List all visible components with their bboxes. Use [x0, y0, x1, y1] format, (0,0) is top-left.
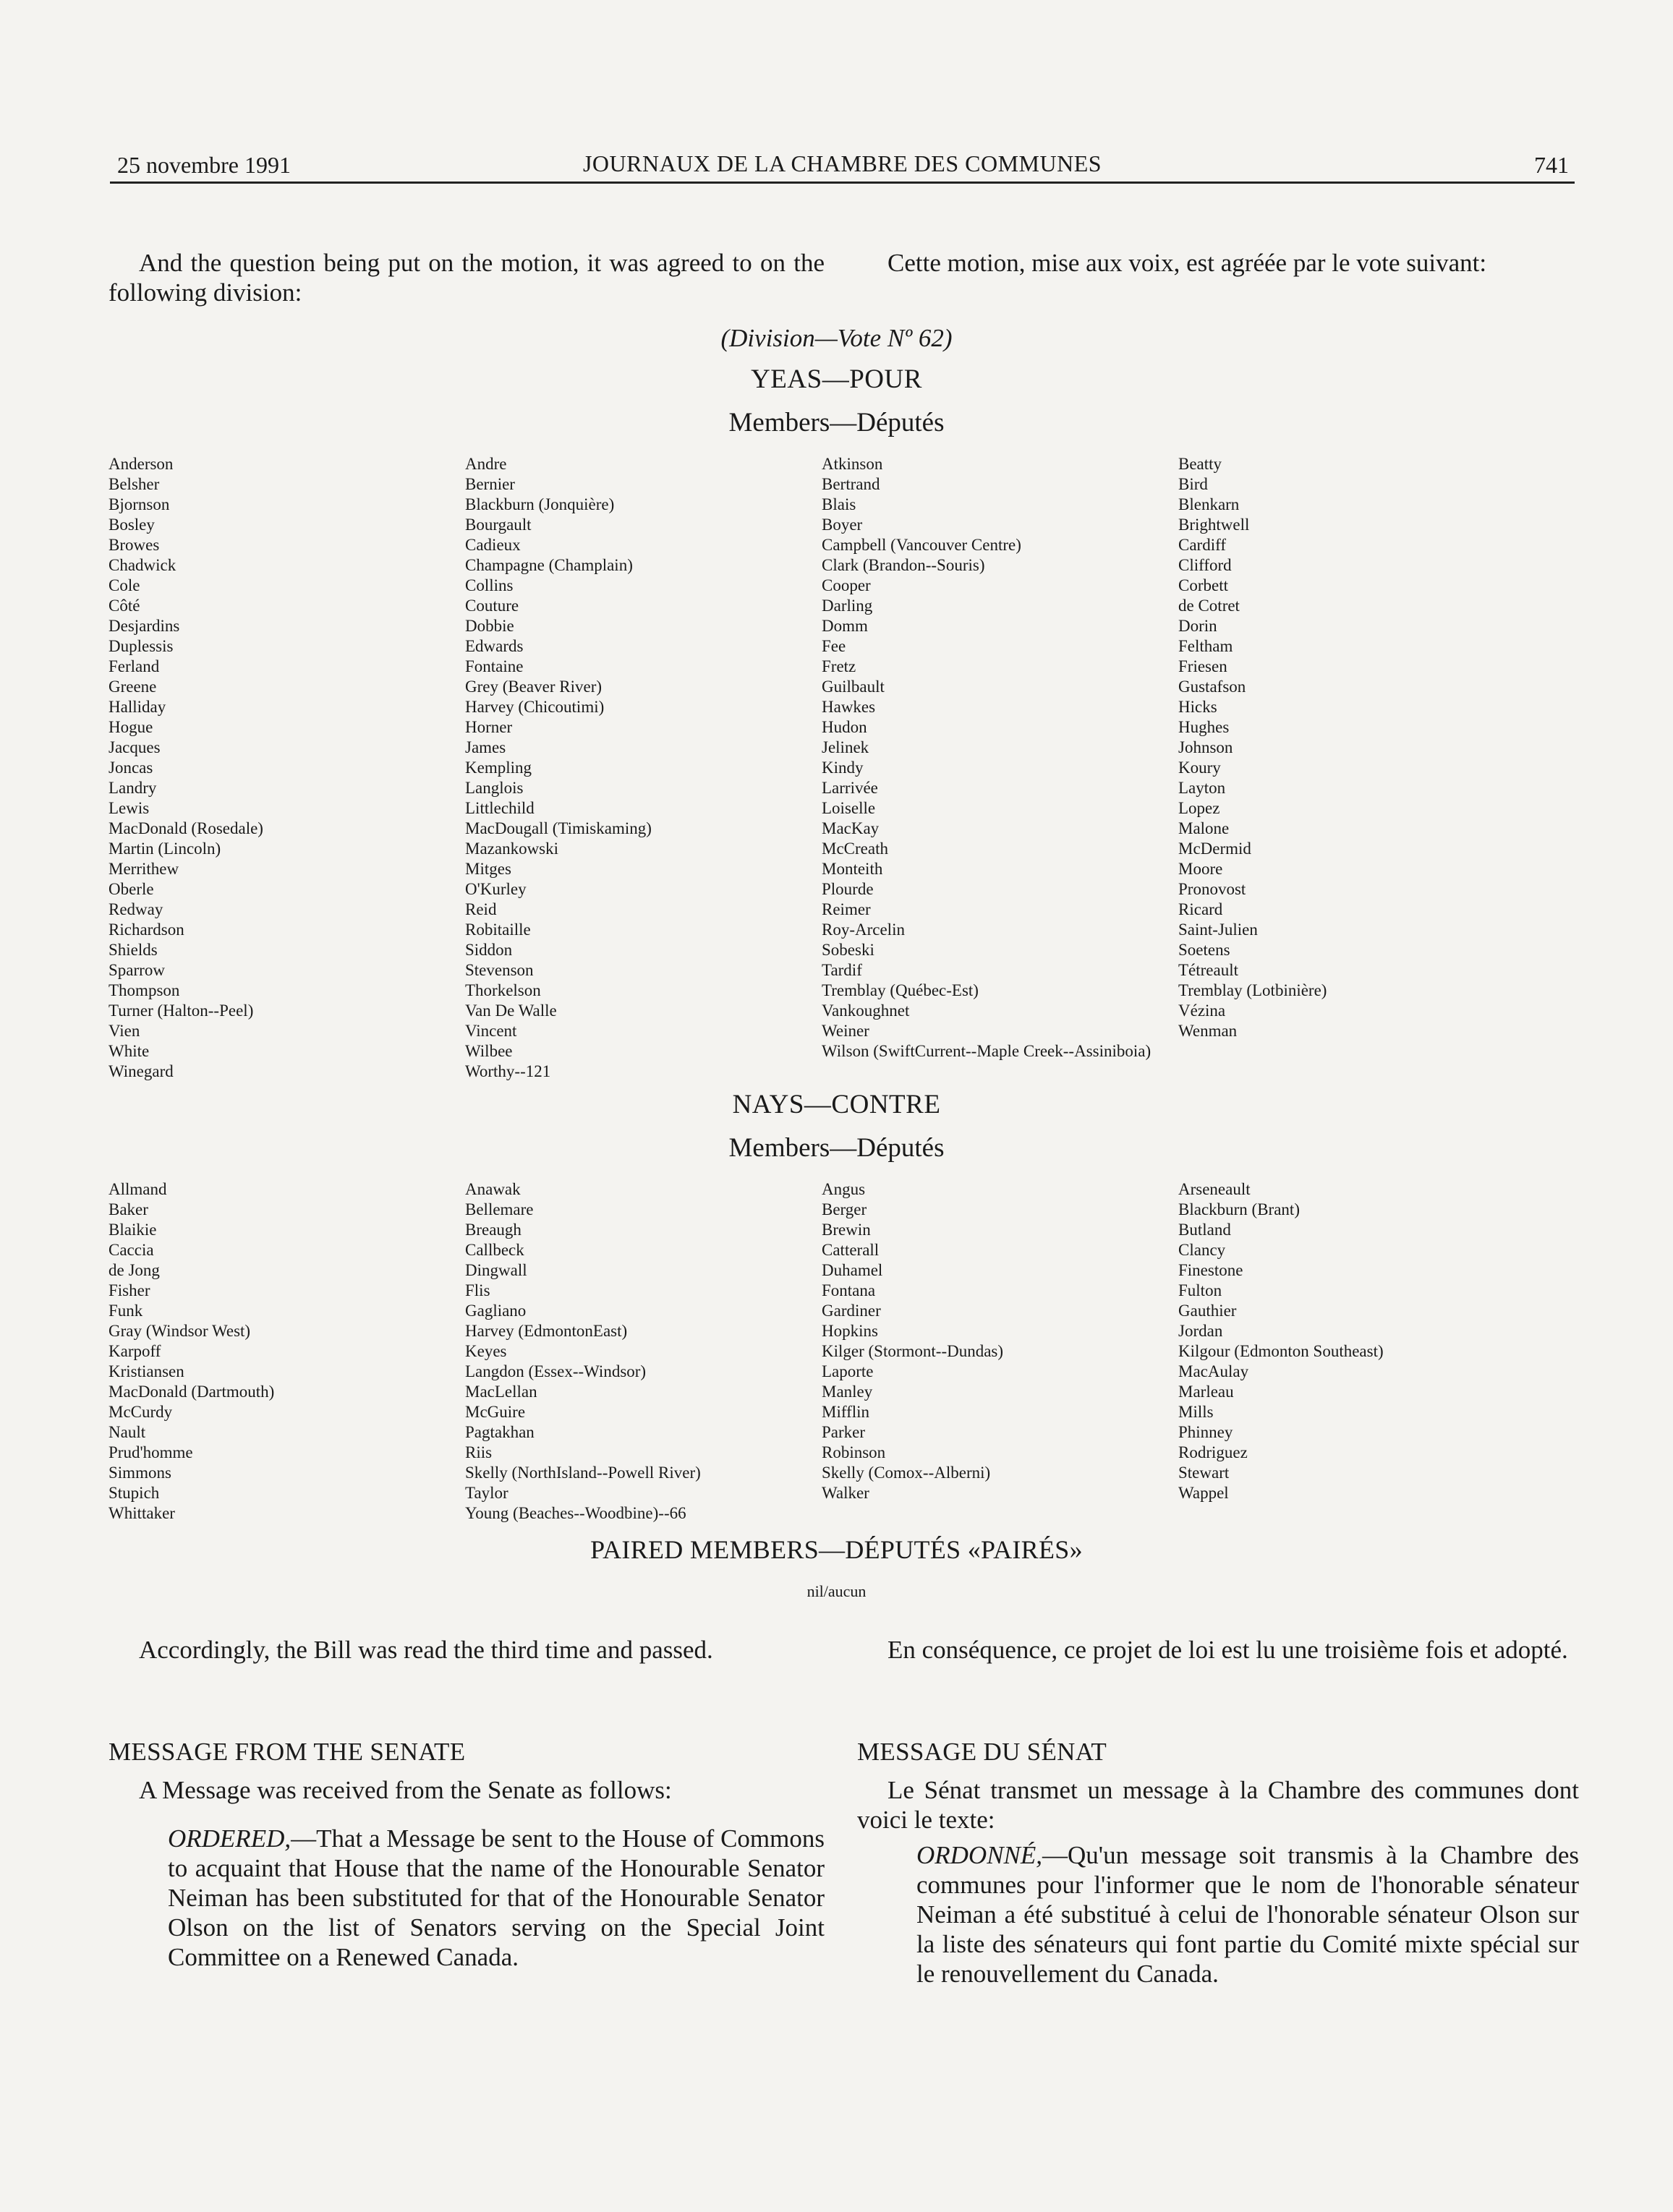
member-name: Thompson	[108, 981, 180, 999]
member-name: Soetens	[1178, 941, 1230, 959]
member-name: Pagtakhan	[465, 1423, 535, 1441]
member-name: Fontaine	[465, 657, 524, 675]
member-name: Bjornson	[108, 495, 170, 513]
order-label-en: ORDERED,	[168, 1824, 291, 1853]
member-name: Tardif	[822, 961, 862, 979]
member-name: Collins	[465, 576, 514, 594]
member-name: Mitges	[465, 860, 511, 878]
yeas-column-4	[1178, 454, 1535, 1082]
member-name: Larrivée	[822, 779, 878, 797]
member-name: Cadieux	[465, 536, 521, 554]
member-name: Keyes	[465, 1342, 507, 1360]
member-name: Callbeck	[465, 1241, 524, 1259]
senate-order-fr	[857, 1840, 1579, 1989]
member-name: Catterall	[822, 1241, 880, 1259]
member-name: Beatty	[1178, 455, 1222, 473]
member-name: Stewart	[1178, 1464, 1230, 1482]
intro-en: And the question being put on the motion, it was agreed to on the following division:	[108, 249, 825, 307]
member-name: Feltham	[1178, 637, 1233, 655]
header-date: 25 novembre 1991	[117, 152, 291, 178]
member-name: Sparrow	[108, 961, 165, 979]
member-name: Mills	[1178, 1403, 1214, 1421]
member-name: Kilgour (Edmonton Southeast)	[1178, 1342, 1384, 1360]
paired-value: nil/aucun	[806, 1582, 867, 1600]
member-name: Blackburn (Jonquière)	[465, 495, 615, 513]
member-name: Fisher	[108, 1281, 150, 1299]
member-name: Mazankowski	[465, 840, 559, 858]
member-name: Hawkes	[822, 698, 876, 716]
member-name: Wappel	[1178, 1484, 1229, 1502]
member-name: Darling	[822, 597, 873, 615]
member-name: Fretz	[822, 657, 856, 675]
member-name: Reid	[465, 900, 497, 918]
member-name: MacDonald (Rosedale)	[108, 819, 263, 837]
member-name: Landry	[108, 779, 157, 797]
member-name: McDermid	[1178, 840, 1251, 858]
member-name: Mifflin	[822, 1403, 870, 1421]
member-name: Harvey (EdmontonEast)	[465, 1322, 628, 1340]
member-name: Bourgault	[465, 516, 532, 534]
member-name: Shields	[108, 941, 158, 959]
member-name: Cooper	[822, 576, 871, 594]
member-name: Plourde	[822, 880, 874, 898]
member-name: Lewis	[108, 799, 150, 817]
member-name: Simmons	[108, 1464, 171, 1482]
member-name: O'Kurley	[465, 880, 527, 898]
yeas-subheading: Members—Députés	[728, 408, 945, 437]
member-name: Fulton	[1178, 1281, 1222, 1299]
member-name: Malone	[1178, 819, 1230, 837]
member-name: Boyer	[822, 516, 863, 534]
member-name: Dingwall	[465, 1261, 527, 1279]
member-name: Gardiner	[822, 1302, 881, 1320]
member-name: MacLellan	[465, 1383, 537, 1401]
nays-column-4	[1178, 1179, 1535, 1524]
member-name: Martin (Lincoln)	[108, 840, 221, 858]
page-number: 741	[1534, 152, 1569, 178]
member-name: Duplessis	[108, 637, 174, 655]
member-name: Butland	[1178, 1221, 1231, 1239]
nays-subheading: Members—Députés	[728, 1133, 945, 1163]
order-text-fr: —Qu'un message soit transmis à la Chambre des communes pour l'informer que le nom de l'honorable sénateur Neiman a été substitué à celui de l'honorable sénateur Olson sur la liste des sénateurs qui font partie du Comité mixte spécial sur le renouvellement du Canada.	[916, 1841, 1579, 1988]
yeas-column-2	[465, 454, 822, 1082]
member-name: Roy-Arcelin	[822, 921, 905, 939]
member-name: James	[465, 738, 506, 756]
member-name: de Jong	[108, 1261, 160, 1279]
member-name: Walker	[822, 1484, 869, 1502]
member-name: Dorin	[1178, 617, 1217, 635]
member-name: Blenkarn	[1178, 495, 1240, 513]
member-name: Anderson	[108, 455, 174, 473]
member-name: Fontana	[822, 1281, 876, 1299]
member-name: Greene	[108, 678, 157, 696]
nays-column-2	[465, 1179, 822, 1524]
running-header	[110, 149, 1575, 182]
member-name: Langdon (Essex--Windsor)	[465, 1362, 647, 1380]
member-name: Dobbie	[465, 617, 514, 635]
member-name: Brightwell	[1178, 516, 1250, 534]
member-name: Chadwick	[108, 556, 176, 574]
member-name: Van De Walle	[465, 1002, 557, 1020]
member-name: Saint-Julien	[1178, 921, 1258, 939]
senate-intro-fr: Le Sénat transmet un message à la Chambre des communes dont voici le texte:	[857, 1776, 1579, 1834]
order-label-fr: ORDONNÉ,	[916, 1841, 1043, 1869]
member-name: Karpoff	[108, 1342, 161, 1360]
member-name: Clark (Brandon--Souris)	[822, 556, 985, 574]
member-name: Duhamel	[822, 1261, 883, 1279]
member-name: McGuire	[465, 1403, 526, 1421]
result-fr: En conséquence, ce projet de loi est lu une troisième fois et adopté.	[887, 1636, 1568, 1664]
member-name: Ferland	[108, 657, 160, 675]
member-name: Jacques	[108, 738, 161, 756]
member-name: Gustafson	[1178, 678, 1246, 696]
member-name: Skelly (Comox--Alberni)	[822, 1464, 991, 1482]
yeas-column-1	[108, 454, 465, 1082]
member-name: Campbell (Vancouver Centre)	[822, 536, 1021, 554]
member-name: Layton	[1178, 779, 1226, 797]
member-name: Desjardins	[108, 617, 180, 635]
intro-fr: Cette motion, mise aux voix, est agréée par le vote suivant:	[887, 249, 1487, 277]
senate-heading-fr: MESSAGE DU SÉNAT	[857, 1738, 1107, 1766]
member-name: Sobeski	[822, 941, 874, 959]
member-name: Guilbault	[822, 678, 885, 696]
member-name: Laporte	[822, 1362, 874, 1380]
member-name: Bertrand	[822, 475, 880, 493]
member-name: Bernier	[465, 475, 515, 493]
member-name: Joncas	[108, 759, 153, 777]
member-name: Tremblay (Lotbinière)	[1178, 981, 1327, 999]
member-name: Worthy--121	[465, 1062, 551, 1080]
member-name: Ricard	[1178, 900, 1223, 918]
member-name: Robinson	[822, 1443, 886, 1461]
nays-list	[108, 1179, 1577, 1524]
member-name: Andre	[465, 455, 507, 473]
member-name: Tétreault	[1178, 961, 1239, 979]
member-name: Johnson	[1178, 738, 1233, 756]
member-name: Bird	[1178, 475, 1208, 493]
member-name: Weiner	[822, 1022, 869, 1040]
yeas-list	[108, 454, 1577, 1082]
member-name: Kristiansen	[108, 1362, 184, 1380]
nays-column-3	[822, 1179, 1178, 1524]
member-name: Blackburn (Brant)	[1178, 1200, 1300, 1218]
member-name: Phinney	[1178, 1423, 1233, 1441]
member-name: Wenman	[1178, 1022, 1238, 1040]
member-name: Koury	[1178, 759, 1221, 777]
header-rule	[110, 182, 1575, 184]
member-name: Jelinek	[822, 738, 869, 756]
member-name: Halliday	[108, 698, 166, 716]
member-name: Blais	[822, 495, 856, 513]
member-name: Fee	[822, 637, 846, 655]
member-name: Lopez	[1178, 799, 1220, 817]
member-name: Stupich	[108, 1484, 160, 1502]
member-name: Rodriguez	[1178, 1443, 1248, 1461]
member-name: Manley	[822, 1383, 873, 1401]
member-name: Harvey (Chicoutimi)	[465, 698, 605, 716]
member-name: Wilson (SwiftCurrent--Maple Creek--Assiniboia)	[822, 1042, 1151, 1060]
member-name: Monteith	[822, 860, 883, 878]
senate-heading-en: MESSAGE FROM THE SENATE	[108, 1738, 466, 1766]
member-name: Cardiff	[1178, 536, 1227, 554]
member-name: Hicks	[1178, 698, 1217, 716]
member-name: Redway	[108, 900, 163, 918]
member-name: Corbett	[1178, 576, 1228, 594]
member-name: Côté	[108, 597, 140, 615]
member-name: Funk	[108, 1302, 143, 1320]
member-name: Robitaille	[465, 921, 531, 939]
member-name: Breaugh	[465, 1221, 522, 1239]
member-name: Skelly (NorthIsland--Powell River)	[465, 1464, 701, 1482]
member-name: MacAulay	[1178, 1362, 1249, 1380]
member-name: Parker	[822, 1423, 866, 1441]
member-name: Hudon	[822, 718, 867, 736]
member-name: Moore	[1178, 860, 1223, 878]
member-name: Merrithew	[108, 860, 179, 878]
member-name: White	[108, 1042, 150, 1060]
member-name: Clancy	[1178, 1241, 1226, 1259]
member-name: Thorkelson	[465, 981, 541, 999]
member-name: Bellemare	[465, 1200, 534, 1218]
member-name: Arseneault	[1178, 1180, 1251, 1198]
journal-title: JOURNAUX DE LA CHAMBRE DES COMMUNES	[582, 150, 1102, 176]
member-name: Atkinson	[822, 455, 883, 473]
member-name: Hogue	[108, 718, 153, 736]
member-name: Kilger (Stormont--Dundas)	[822, 1342, 1004, 1360]
senate-order-en	[108, 1824, 825, 1972]
member-name: Bosley	[108, 516, 155, 534]
member-name: Gray (Windsor West)	[108, 1322, 251, 1340]
nays-column-1	[108, 1179, 465, 1524]
division-heading: (Division—Vote Nº 62)	[720, 324, 953, 352]
member-name: Allmand	[108, 1180, 167, 1198]
member-name: Kempling	[465, 759, 532, 777]
member-name: Friesen	[1178, 657, 1227, 675]
member-name: Cole	[108, 576, 140, 594]
order-text-en: —That a Message be sent to the House of Commons to acquaint that House that the name of the Honourable Senator Neiman has been substituted for that of the Honourable Senator Olson on the list of Senators serving on the Special Joint Committee on a Renewed Canada.	[168, 1824, 825, 1971]
member-name: Reimer	[822, 900, 871, 918]
member-name: Littlechild	[465, 799, 535, 817]
member-name: MacKay	[822, 819, 880, 837]
member-name: Loiselle	[822, 799, 876, 817]
member-name: Hopkins	[822, 1322, 878, 1340]
member-name: Turner (Halton--Peel)	[108, 1002, 254, 1020]
member-name: Oberle	[108, 880, 154, 898]
member-name: Wilbee	[465, 1042, 513, 1060]
member-name: Grey (Beaver River)	[465, 678, 603, 696]
result-en: Accordingly, the Bill was read the third time and passed.	[139, 1636, 713, 1664]
member-name: Hughes	[1178, 718, 1230, 736]
member-name: Angus	[822, 1180, 866, 1198]
senate-message-fr	[857, 1737, 1579, 1989]
member-name: Brewin	[822, 1221, 871, 1239]
nays-heading: NAYS—CONTRE	[732, 1090, 941, 1119]
member-name: Browes	[108, 536, 160, 554]
member-name: Richardson	[108, 921, 184, 939]
member-name: Champagne (Champlain)	[465, 556, 633, 574]
member-name: McCreath	[822, 840, 888, 858]
member-name: Langlois	[465, 779, 524, 797]
member-name: Baker	[108, 1200, 148, 1218]
member-name: Vankoughnet	[822, 1002, 910, 1020]
member-name: Couture	[465, 597, 519, 615]
member-name: Marleau	[1178, 1383, 1234, 1401]
member-name: Domm	[822, 617, 868, 635]
member-name: Berger	[822, 1200, 867, 1218]
member-name: Caccia	[108, 1241, 154, 1259]
member-name: McCurdy	[108, 1403, 173, 1421]
member-name: Vien	[108, 1022, 140, 1040]
member-name: de Cotret	[1178, 597, 1240, 615]
member-name: Gagliano	[465, 1302, 527, 1320]
member-name: Riis	[465, 1443, 493, 1461]
member-name: Belsher	[108, 475, 160, 493]
member-name: Vincent	[465, 1022, 517, 1040]
paired-heading: PAIRED MEMBERS—DÉPUTÉS «PAIRÉS»	[590, 1535, 1083, 1564]
member-name: Kindy	[822, 759, 864, 777]
member-name: Siddon	[465, 941, 513, 959]
member-name: Vézina	[1178, 1002, 1226, 1020]
member-name: Pronovost	[1178, 880, 1246, 898]
member-name: Prud'homme	[108, 1443, 193, 1461]
member-name: Stevenson	[465, 961, 534, 979]
member-name: MacDonald (Dartmouth)	[108, 1383, 275, 1401]
senate-message-en	[108, 1737, 825, 1972]
member-name: Clifford	[1178, 556, 1232, 574]
member-name: Anawak	[465, 1180, 521, 1198]
member-name: Jordan	[1178, 1322, 1223, 1340]
member-name: Gauthier	[1178, 1302, 1237, 1320]
member-name: Taylor	[465, 1484, 508, 1502]
member-name: Winegard	[108, 1062, 174, 1080]
member-name: Blaikie	[108, 1221, 157, 1239]
senate-intro-en: A Message was received from the Senate as follows:	[139, 1776, 672, 1804]
member-name: Whittaker	[108, 1504, 175, 1522]
member-name: Tremblay (Québec-Est)	[822, 981, 979, 999]
member-name: Young (Beaches--Woodbine)--66	[465, 1504, 686, 1522]
yeas-column-3	[822, 454, 1178, 1082]
member-name: Nault	[108, 1423, 146, 1441]
member-name: Horner	[465, 718, 513, 736]
member-name: Flis	[465, 1281, 490, 1299]
member-name: MacDougall (Timiskaming)	[465, 819, 652, 837]
member-name: Edwards	[465, 637, 524, 655]
yeas-heading: YEAS—POUR	[751, 364, 922, 394]
member-name: Finestone	[1178, 1261, 1243, 1279]
